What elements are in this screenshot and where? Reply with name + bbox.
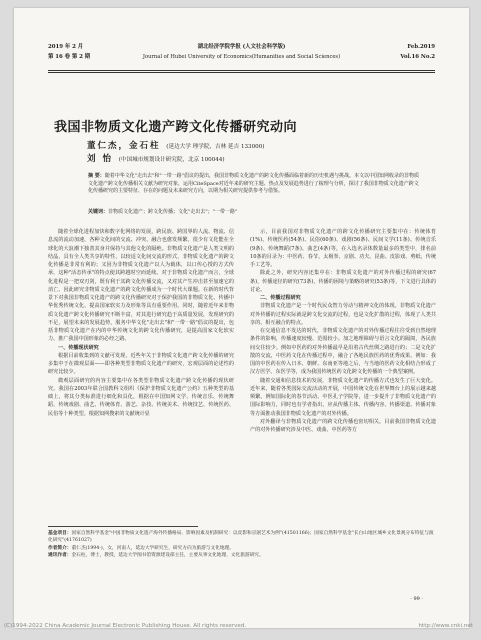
footnote-author-bio: 作者简介：董仁杰(1994-)，女，河南人，延边大学研究生，研究方向为旅游与文化地理。 (48, 545, 234, 551)
page-number: · 99 · (410, 596, 423, 602)
author-affiliation: (延边大学 理学院，吉林 延吉 133000) (166, 144, 265, 150)
keywords (88, 209, 423, 217)
body-paragraph: 随着交通和信息技术的发展，非物质文化遗产的传播方式也发生了巨大变化。近年来，随着各类国际交流活动的开展，中国传统文化在世界舞台上的展示越来越频繁。例如国际化的春节活动、中医孔子学院等，进一步提升了非物质文化遗产的国际影响力，同时也有学者指出，应从传播主体、传播内容、传播渠道、传播对象等方面推动我国非物质文化遗产的对外传播。 (250, 377, 436, 417)
footnote-funding: 基金项目：国家自然科学基金"中国非物质文化遗产海外传播格局、影响因素及机制研究：以皮影和京剧艺术为例"(41501166)；国家自然科学基金"长白山地区城乡文化景观分布特征与演化研究"(41761027) (48, 531, 434, 544)
issue-date-en: Feb.2019 (407, 44, 435, 50)
keywords-text: 非物质文化遗产；跨文化传播；文化"走出去"；"一带一路" (108, 209, 238, 215)
paper-title: 我国非物质文化遗产跨文化传播研究动向 (54, 120, 298, 135)
keywords-label: 关键词： (88, 209, 109, 215)
body-paragraph: 在交通信息不发达的时代，非物质文化遗产的对外传播过程往往受到自然地理条件的影响，传播速度较慢、范围较小。加之地理障碍与语言文化的隔阂，各民族间交往较少。例如中医药的对外传播最早是沿着古代丝绸之路进行的；二是文化扩散的交流，中医药文化在传播过程中，融合了各地民族医药的优秀成果。例如：我国的中医药在传入日本、朝鲜、东南亚等地之后，与当地的医药文化相结合形成了汉方医学、东医学等，成为我国传统医药文化跨文化传播的一个典型案例。 (250, 328, 436, 376)
journal-page (14, 8, 469, 628)
cnki-copyright-watermark: (C)1994-2022 China Academic Journal Electronic Publishing House. All rights reserved. (4, 623, 247, 629)
volume-cn: 第 16 卷 第 2 期 (48, 54, 91, 60)
body-paragraph: 非物质文化遗产是一个时代民众智力劳动与精神文化的体现。非物质文化遗产对外传播的过程实际就是跨文化交流的过程，也是文化扩散的过程，体现了人类共享的、相互融合的特点。 (250, 303, 436, 326)
body-paragraph: 随着全球化进程加快和数字化网络的发展，跨民族、跨国界的人流、物流、信息流的流动加速，各种文化间的交流、冲突、融合也愈发频繁。很少有文化能在全球化的大浪潮下独善其身并保持与其他文化的隔绝。非物质文化遗产是人类文明的结晶，具有全人类共享的特性，以较适文化间交流的形式，非物质文化遗产的跨文化传播是非常有利的；又因为非物质文化遗产以人为载体，以口传心授的方式传承，这种"活态传承"的特点使其跨越时空而延续。对于非物质文化遗产而言，全球化进程是一把双刃剑，既有利于其跨文化传播交流，又对其产生冲击甚至加速它的消亡。因此研究非物质文化遗产的跨文化传播成为一个时代大课题。在新的时代背景下对我国非物质文化遗产的跨文化传播研究对于保护我国的非物质文化、传播中华优秀传统文化、提高国家软实力及形象等具有重要作用。同时，随着近年来非物质文化遗产跨文化传播研究不断丰富，对其进行研究趋于高质量发展，发现研究的不足，展望未来的发展趋势，服务中华文化"走出去"和"一带一路"倡议的提出，包括非物质文化遗产在内的中华传统文化的跨文化传播研究，是提高国家文化软实力、推广我国中国形象的必经之路。 (48, 229, 234, 343)
section-heading: 一、传播现状研究 (58, 344, 99, 351)
body-paragraph: 示，目前我国对非物质文化遗产的跨文化传播研究主要集中在：传统体育(1%)、传统医药(54条)、民俗(60条)、戏剧(56条)、民间文学(11条)、传统音乐(9条)、传统舞蹈(7条)、曲艺(4条)等，在入选名录体数量最多的类型中，排名前10条的目录为：中医药、春节、太极拳、京剧、功夫、昆曲、皮影戏、剪纸、传统手工艺等。 (250, 229, 436, 268)
section-heading: 二、传播过程研究 (260, 295, 301, 301)
body-column-left (48, 228, 234, 520)
journal-title-en: Journal of Hubei University of Economics(Humanities and Social Sciences) (142, 54, 341, 60)
abstract-text: 随着中华文化"走出去"和"一带一路"倡议的提出，我国非物质文化遗产的跨文化传播面临着新的历史机遇与挑战。本文以中国知网收录的非物质文化遗产跨文化传播相关文献为研究对象，运用CiteSpace对近年来的研究主题、热点及发展趋势进行了梳理与分析，探讨了我国非物质文化遗产跨文化传播研究的主要特征、存在的问题及未来研究方向，以期为相关研究提供参考与借鉴。 (88, 173, 419, 195)
footnotes (48, 530, 435, 560)
journal-title-cn: 湖北经济学院学报 (人文社会科学版) (197, 44, 286, 50)
header-rule-thin (48, 72, 435, 73)
author-line-1 (87, 142, 264, 151)
author-affiliation: (中国城市规划设计研究院，北京 100044) (118, 157, 225, 163)
author-names: 董仁杰，金石柱 (87, 141, 161, 151)
issue-date: 2019 年 2 月 (48, 44, 84, 50)
body-paragraph: 对外翻译与非物质文化遗产的跨文化传播也密切相关。目前我国非物质文化遗产的对外传播研究涉及中医、戏曲、中医药等方 (250, 418, 436, 433)
abstract (88, 173, 423, 196)
body-paragraph: 根据目前收集到的文献可发现，近些年关于非物质文化遗产跨文化传播的研究多集中于在微观层面——即各种类型非物质文化遗产的研究，宏观层面的论述性的研究比较少。 (48, 352, 234, 376)
footnote-separator (48, 526, 198, 527)
header-rule (48, 70, 435, 71)
author-names: 刘 怡 (87, 154, 113, 164)
abstract-label: 摘 要： (88, 173, 105, 179)
volume-en: Vol.16 No.2 (400, 54, 435, 60)
cnki-url-watermark: http://www.cnki.net (418, 623, 473, 629)
author-line-2 (87, 155, 225, 164)
body-column-right (250, 228, 436, 520)
body-paragraph: 微观层面研究的内容主要集中在各类型非物质文化遗产跨文化传播的现状研究。我国在2003年联合国教科文组织《保护非物质文化遗产公约》五种类型的基础上，将其分类标准进行细化和具化，根据在中国知网文学、传统音乐、传统舞蹈、传统戏剧、曲艺、传统体育、游艺、杂技、传统美术、传统技艺、传统医药、民俗等十种类型。根据知网搜索的文献统计显 (48, 377, 234, 417)
body-paragraph: 除此之外，研究内容还集中在：非物质文化遗产的对外传播过程的研究(67条)，传播途径的研究(73条)，传播的困境与策略的研究(53条)等，下文进行具体的讨论。 (250, 270, 436, 293)
footnote-corresponding: 通讯作者：金石柱，博士，教授，延边大学图书馆资源建设部主任，主要从事文化地理、文化旅游研究。 (48, 553, 264, 559)
